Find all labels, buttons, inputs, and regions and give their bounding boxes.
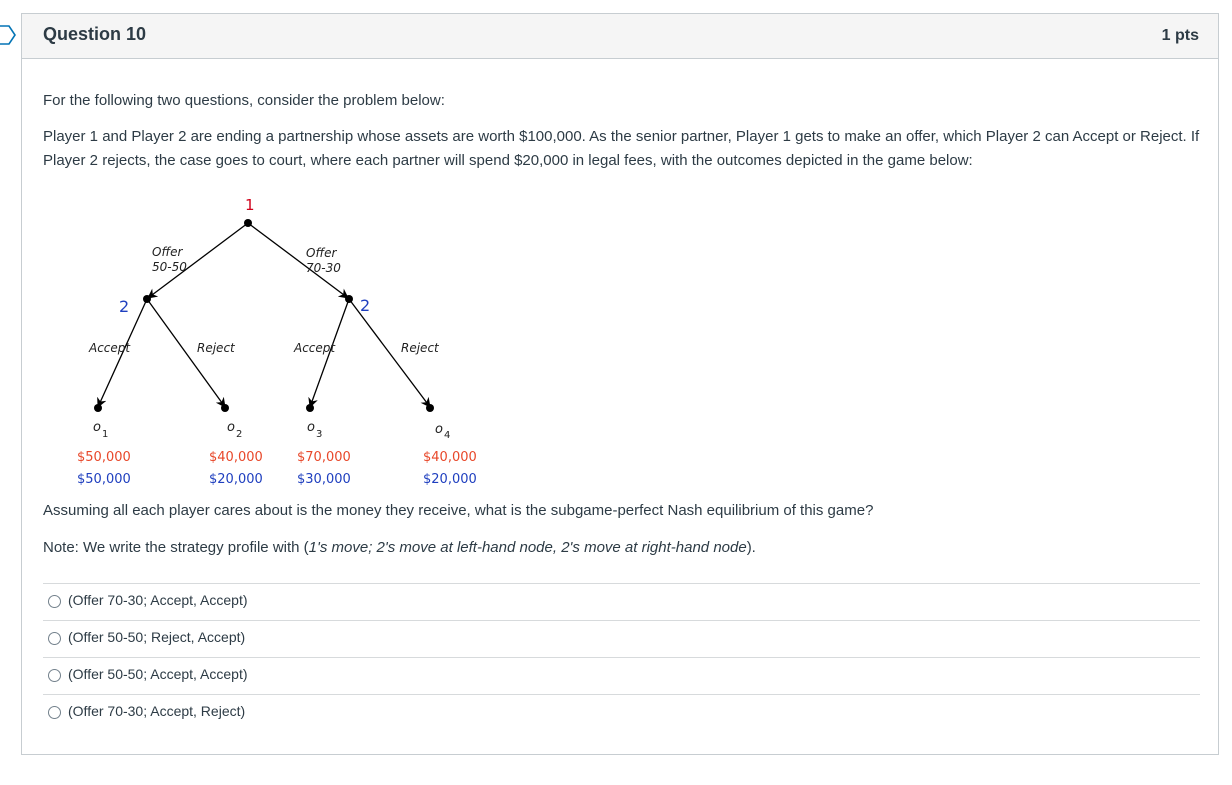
offer-left-line2: 50-50 bbox=[152, 260, 187, 274]
payoff-4-player1: $40,000 bbox=[423, 450, 477, 465]
question-intro: For the following two questions, consider the problem below: bbox=[43, 92, 445, 109]
answer-option[interactable] bbox=[43, 583, 1200, 620]
radio-button[interactable] bbox=[48, 632, 61, 645]
question-note: Note: We write the strategy profile with (1's move; 2's move at left-hand node, 2's move at right-hand node). bbox=[43, 539, 756, 556]
offer-left-line1: Offer bbox=[152, 245, 183, 259]
answer-label[interactable]: (Offer 70-30; Accept, Accept) bbox=[68, 592, 248, 608]
answer-label[interactable]: (Offer 50-50; Accept, Accept) bbox=[68, 666, 248, 682]
action-left-accept: Accept bbox=[89, 341, 131, 355]
outcome-node-4 bbox=[426, 404, 434, 412]
radio-button[interactable] bbox=[48, 595, 61, 608]
outcome-label-2: $o_2$ bbox=[227, 420, 243, 440]
question-header bbox=[22, 14, 1218, 59]
payoff-1-player2: $50,000 bbox=[77, 472, 131, 487]
question-title: Question 10 bbox=[43, 24, 147, 44]
answer-label[interactable]: (Offer 50-50; Reject, Accept) bbox=[68, 629, 246, 645]
question-points: 1 pts bbox=[1161, 27, 1199, 44]
left-player-label: 2 bbox=[119, 297, 130, 316]
outcome-label-1: $o_1$ bbox=[93, 420, 109, 440]
payoff-1-player1: $50,000 bbox=[77, 450, 131, 465]
answer-option[interactable] bbox=[43, 657, 1200, 694]
action-left-reject: Reject bbox=[197, 341, 235, 355]
offer-right-line1: Offer bbox=[306, 246, 337, 260]
answer-option[interactable] bbox=[43, 694, 1200, 731]
answer-list bbox=[43, 583, 1200, 731]
radio-button[interactable] bbox=[48, 706, 61, 719]
answer-option[interactable] bbox=[43, 620, 1200, 657]
action-right-accept: Accept bbox=[294, 341, 336, 355]
game-tree-diagram bbox=[51, 192, 477, 487]
question-body: Player 1 and Player 2 are ending a partnership whose assets are worth $100,000. As the senior partner, Player 1 gets to make an offer, which Player 2 can Accept or Reject. If Player 2 rejects, the case goes to court, where each partner will spend $20,000 in legal fees, with the outcomes depicted in the game below: bbox=[43, 128, 1200, 169]
radio-button[interactable] bbox=[48, 669, 61, 682]
payoff-4-player2: $20,000 bbox=[423, 472, 477, 487]
root-player-label: 1 bbox=[245, 196, 255, 214]
answer-label[interactable]: (Offer 70-30; Accept, Reject) bbox=[68, 703, 246, 719]
right-player-label: 2 bbox=[360, 296, 371, 315]
action-right-reject: Reject bbox=[401, 341, 439, 355]
offer-right-line2: 70-30 bbox=[306, 261, 341, 275]
outcome-label-3: $o_3$ bbox=[307, 420, 323, 440]
outcome-node-3 bbox=[306, 404, 314, 412]
question-card bbox=[21, 13, 1219, 755]
payoff-2-player2: $20,000 bbox=[209, 472, 263, 487]
question-prompt: Assuming all each player cares about is the money they receive, what is the subgame-perfect Nash equilibrium of this game? bbox=[43, 502, 874, 519]
outcome-label-4: $o_4$ bbox=[435, 422, 451, 441]
payoff-3-player2: $30,000 bbox=[297, 472, 351, 487]
outcome-node-1 bbox=[94, 404, 102, 412]
payoff-3-player1: $70,000 bbox=[297, 450, 351, 465]
payoff-2-player1: $40,000 bbox=[209, 450, 263, 465]
question-marker-icon bbox=[0, 24, 16, 46]
note-italic: 1's move; 2's move at left-hand node, 2's move at right-hand node bbox=[308, 539, 747, 556]
outcome-node-2 bbox=[221, 404, 229, 412]
